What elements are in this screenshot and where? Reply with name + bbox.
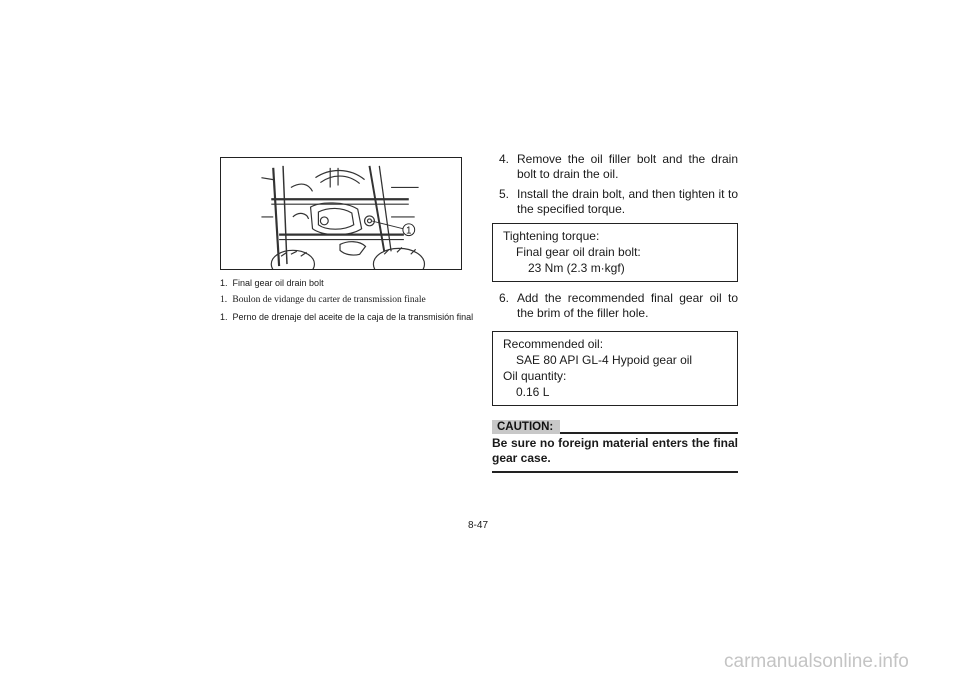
step-6: 6. Add the recommended final gear oil to the brim of the filler hole. bbox=[499, 291, 738, 320]
step-5: 5. Install the drain bolt, and then tighten it to the specified torque. bbox=[499, 187, 738, 216]
drain-bolt-illustration bbox=[220, 157, 462, 270]
callout-number: 1 bbox=[406, 225, 412, 237]
torque-item: Final gear oil drain bolt: bbox=[516, 245, 641, 259]
watermark: carmanualsonline.info bbox=[724, 651, 909, 672]
step-4: 4. Remove the oil filler bolt and the drain bolt to drain the oil. bbox=[499, 152, 738, 181]
figure-captions bbox=[220, 278, 480, 329]
oil-type: SAE 80 API GL-4 Hypoid gear oil bbox=[516, 353, 693, 367]
caution-text: Be sure no foreign material enters the final gear case. bbox=[492, 436, 738, 465]
page-number: 8-47 bbox=[468, 520, 489, 531]
procedure-column bbox=[492, 152, 738, 473]
torque-spec-box bbox=[492, 223, 738, 282]
caution-label: CAUTION: bbox=[492, 420, 560, 434]
torque-value: 23 Nm (2.3 m·kgf) bbox=[528, 261, 625, 275]
oil-quantity-value: 0.16 L bbox=[516, 385, 550, 399]
caution-header bbox=[492, 420, 738, 434]
caption-english: 1. Final gear oil drain bolt bbox=[220, 278, 324, 288]
caution-end-rule bbox=[492, 471, 738, 473]
chassis-drawing bbox=[221, 158, 461, 269]
oil-spec-box bbox=[492, 331, 738, 406]
oil-title: Recommended oil: bbox=[503, 337, 604, 351]
caption-french: 1. Boulon de vidange du carter de transmission finale bbox=[220, 295, 426, 305]
torque-title: Tightening torque: bbox=[503, 229, 600, 243]
oil-quantity-label: Oil quantity: bbox=[503, 369, 567, 383]
caption-spanish: 1. Perno de drenaje del aceite de la caja de la transmisión final bbox=[220, 312, 474, 322]
